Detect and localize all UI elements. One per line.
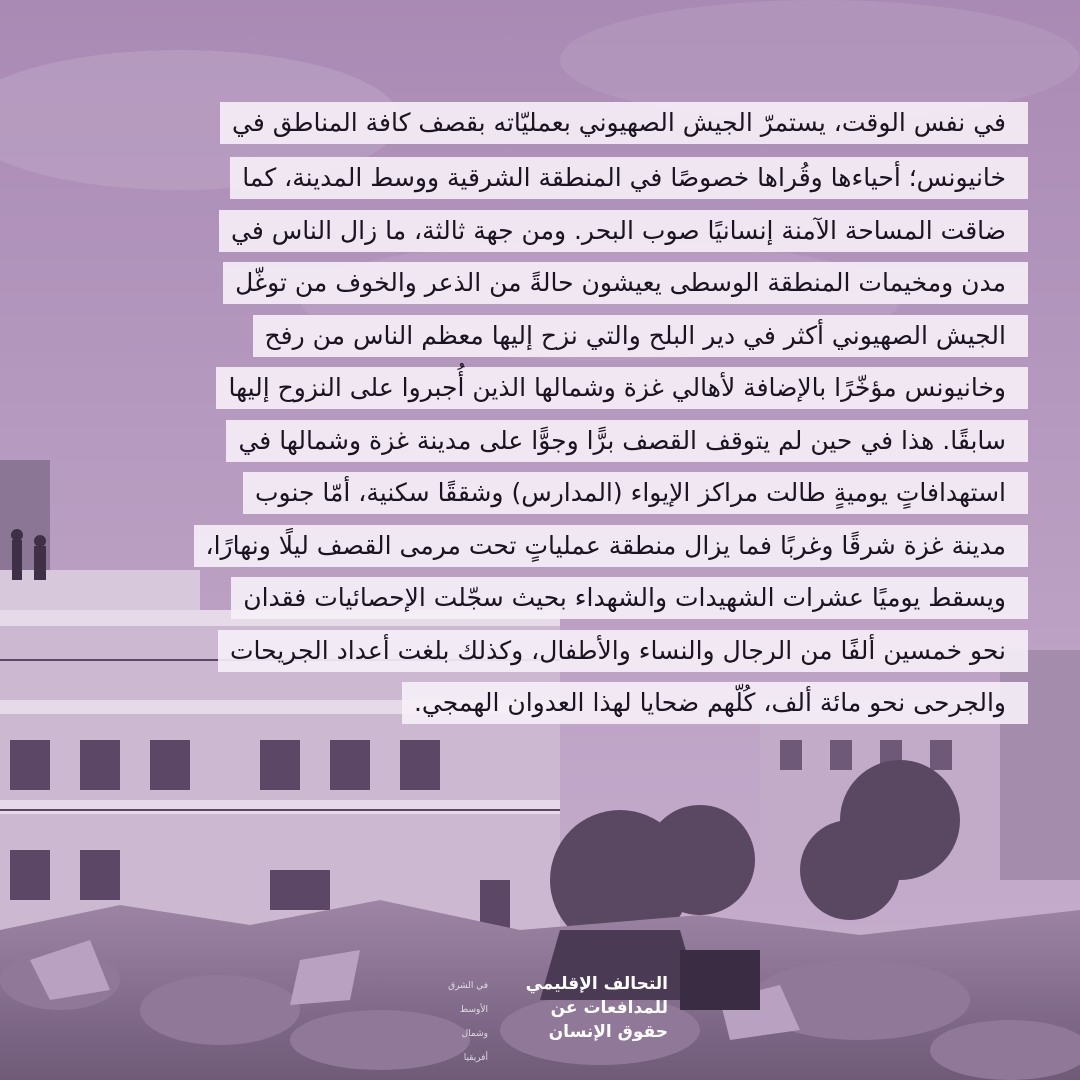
organization-logo [418,966,668,1063]
text-line: والجرحى نحو مائة ألف، كُلّهم ضحايا لهذا العدوان الهمجي. [402,682,1028,724]
logo-main-line: حقوق الإنسان [548,1022,668,1042]
text-line: ويسقط يوميًا عشرات الشهيدات والشهداء بحيث سجّلت الإحصائيات فقدان [231,577,1028,619]
text-line: الجيش الصهيوني أكثر في دير البلح والتي نزح إليها معظم الناس من رفح [253,315,1028,357]
text-line: مدينة غزة شرقًا وغربًا فما يزال منطقة عملياتٍ تحت مرمى القصف ليلًا ونهارًا، [194,525,1028,567]
text-line: ضاقت المساحة الآمنة إنسانيًا صوب البحر. ومن جهة ثالثة، ما زال الناس في [219,210,1028,252]
text-line: استهدافاتٍ يوميةٍ طالت مراكز الإيواء (المدارس) وشققًا سكنية، أمّا جنوب [243,472,1028,514]
text-line: خانيونس؛ أحياءها وقُراها خصوصًا في المنطقة الشرقية ووسط المدينة، كما [230,157,1028,199]
logo-main-text [498,972,668,1044]
text-line: سابقًا. هذا في حين لم يتوقف القصف برًّا وجوًّا على مدينة غزة وشمالها في [226,420,1028,462]
text-line: وخانيونس مؤخّرًا بالإضافة لأهالي غزة وشمالها الذين أُجبروا على النزوح إليها [216,367,1028,409]
text-line: في نفس الوقت، يستمرّ الجيش الصهيوني بعمليّاته بقصف كافة المناطق في [220,102,1028,144]
logo-main-line: للمدافعات عن [550,998,668,1018]
text-line: مدن ومخيمات المنطقة الوسطى يعيشون حالةً من الذعر والخوف من توغّل [223,262,1028,304]
logo-sub-text [418,974,488,1070]
logo-sub-line: الأوسط [459,1005,488,1015]
logo-sub-line: في الشرق [448,981,488,991]
logo-main-line: التحالف الإقليمي [525,974,668,994]
text-line: نحو خمسين ألفًا من الرجال والنساء والأطفال، وكذلك بلغت أعداد الجريحات [218,630,1028,672]
logo-sub-line: أفريقيا [463,1053,488,1063]
logo-sub-line: وشمال [461,1029,488,1039]
